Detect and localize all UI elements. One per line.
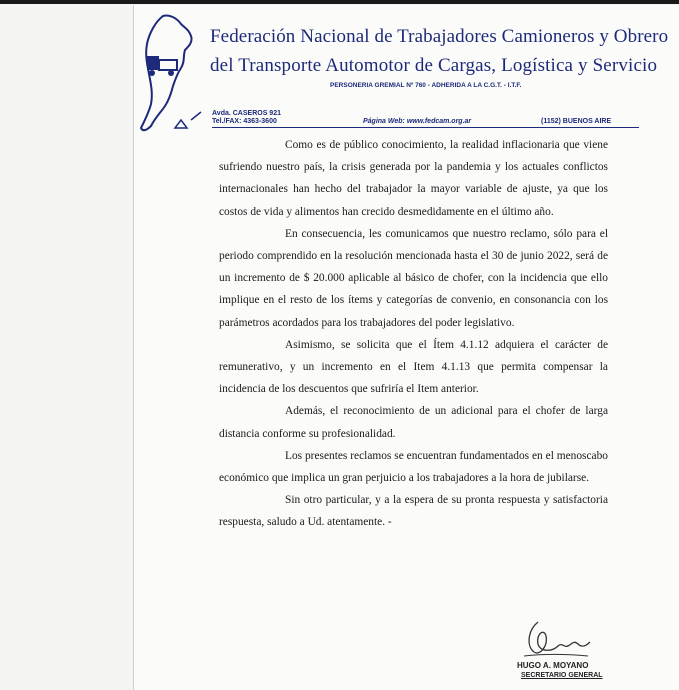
letter-body xyxy=(219,134,608,534)
paragraph: Asimismo, se solicita que el Ítem 4.1.12 adquiera el carácter de remunerativo, y un incremento en el Item 4.1.13 que permita compensar la incidencia de los descuentos que sufriría el Item anterior. xyxy=(219,338,608,396)
city: (1152) BUENOS AIRE xyxy=(541,118,612,125)
paragraph: Además, el reconocimiento de un adicional para el chofer de larga distancia conforme su profesionalidad. xyxy=(219,405,608,440)
phone: Tel./FAX: 4363-3600 xyxy=(212,118,277,125)
signature-icon xyxy=(518,616,594,664)
window-top-edge xyxy=(0,0,679,4)
header-divider xyxy=(212,127,639,128)
paragraph: En consecuencia, les comunicamos que nuestro reclamo, sólo para el periodo comprendido en la resolución mencionada hasta el 30 de junio 2022, será de un incremento de $ 20.000 aplicable al básico de chofer, con la incidencia que ello implique en el resto de los ítems y categorías de convenio, en consonancia con los parámetros acordados para los trabajadores del poder legislativo. xyxy=(219,227,608,329)
paragraph: Como es de público conocimiento, la realidad inflacionaria que viene sufriendo nuestro país, la crisis generada por la pandemia y los actuales conflictos internacionales han hecho del trabajador la mayor variable de ajuste, ya que los costos de vida y alimentos han crecido desmedidamente en el último año. xyxy=(219,139,608,218)
address: Avda. CASEROS 921 xyxy=(212,110,281,117)
org-name-line2: del Transporte Automotor de Cargas, Logística y Servicio xyxy=(210,55,658,76)
org-name-line1: Federación Nacional de Trabajadores Camioneros y Obrero xyxy=(210,26,669,47)
signatory-name: HUGO A. MOYANO xyxy=(517,661,589,670)
personeria-gremial: PERSONERIA GREMIAL Nº 760 - ADHERIDA A LA C.G.T. - I.T.F. xyxy=(330,82,522,89)
argentina-map-truck-logo xyxy=(133,10,205,138)
paragraph: Los presentes reclamos se encuentran fundamentados en el menoscabo económico que implica un gran perjuicio a los trabajadores a la hora de jubilarse. xyxy=(219,449,608,485)
website: Página Web: www.fedcam.org.ar xyxy=(363,118,472,125)
signatory-title: SECRETARIO GENERAL xyxy=(521,672,603,679)
paragraph: Sin otro particular, y a la espera de su pronta respuesta y satisfactoria respuesta, saludo a Ud. atentamente. - xyxy=(219,494,608,529)
